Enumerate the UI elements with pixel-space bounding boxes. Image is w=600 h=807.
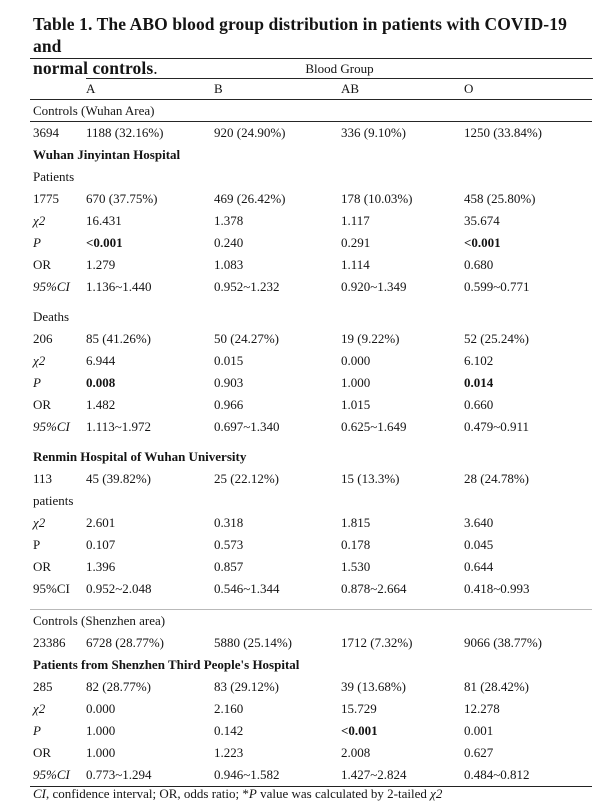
value-cell: <0.001 — [464, 235, 501, 250]
value-cell: 0.878~2.664 — [341, 581, 407, 596]
value-cell: <0.001 — [86, 235, 123, 250]
value-cell: 0.484~0.812 — [464, 767, 530, 782]
value-cell: 1.136~1.440 — [86, 279, 152, 294]
section-row — [30, 609, 592, 632]
row-label: OR — [33, 397, 52, 412]
value-cell: 0.015 — [214, 353, 244, 368]
table-row — [30, 210, 592, 232]
section-label: Controls (Shenzhen area) — [33, 613, 166, 628]
footnote-segment: CI — [33, 786, 46, 801]
value-cell: 0.045 — [464, 537, 494, 552]
section-gap — [30, 298, 592, 306]
value-cell: 0.952~1.232 — [214, 279, 280, 294]
value-cell: 1.482 — [86, 397, 116, 412]
section-gap — [30, 438, 592, 446]
value-cell: 45 (39.82%) — [86, 471, 151, 486]
column-header-ab: AB — [341, 81, 360, 96]
empty-header-cell — [30, 79, 86, 99]
value-cell: 0.479~0.911 — [464, 419, 530, 434]
table-row — [30, 328, 592, 350]
value-cell: 0.001 — [464, 723, 494, 738]
value-cell: 28 (24.78%) — [464, 471, 529, 486]
abo-distribution-table — [30, 58, 592, 787]
value-cell: 0.418~0.993 — [464, 581, 530, 596]
value-cell: 1.530 — [341, 559, 371, 574]
value-cell: 0.318 — [214, 515, 244, 530]
value-cell: 0.008 — [86, 375, 116, 390]
value-cell: 9066 (38.77%) — [464, 635, 542, 650]
value-cell: 19 (9.22%) — [341, 331, 400, 346]
value-cell: 0.142 — [214, 723, 244, 738]
row-label: 1775 — [33, 191, 59, 206]
table-row — [30, 512, 592, 534]
value-cell: 2.601 — [86, 515, 116, 530]
section-label: Patients from Shenzhen Third People's Hospital — [33, 657, 300, 672]
section-label: patients — [33, 493, 74, 508]
footnote-segment: χ2 — [430, 786, 443, 801]
table-row — [30, 188, 592, 210]
value-cell: 35.674 — [464, 213, 500, 228]
table-row — [30, 232, 592, 254]
row-label: 95%CI — [33, 767, 70, 782]
value-cell: 0.680 — [464, 257, 494, 272]
value-cell: 1.015 — [341, 397, 371, 412]
value-cell: 1.000 — [86, 723, 116, 738]
section-row — [30, 306, 592, 328]
value-cell: 0.903 — [214, 375, 244, 390]
table-row — [30, 556, 592, 578]
value-cell: 0.966 — [214, 397, 244, 412]
column-header-row — [30, 79, 592, 100]
value-cell: 1.223 — [214, 745, 244, 760]
value-cell: 16.431 — [86, 213, 122, 228]
value-cell: 0.240 — [214, 235, 244, 250]
value-cell: 0.644 — [464, 559, 494, 574]
value-cell: 2.160 — [214, 701, 244, 716]
section-label: Controls (Wuhan Area) — [33, 103, 155, 118]
row-label: 285 — [33, 679, 53, 694]
value-cell: 1.083 — [214, 257, 244, 272]
value-cell: 0.546~1.344 — [214, 581, 280, 596]
table-row — [30, 676, 592, 698]
table-row — [30, 534, 592, 556]
table-row — [30, 468, 592, 490]
value-cell: 1.117 — [341, 213, 370, 228]
row-label: χ2 — [33, 515, 46, 530]
footnote-segment: , confidence interval; OR, odds ratio; * — [46, 786, 249, 801]
value-cell: 0.952~2.048 — [86, 581, 152, 596]
value-cell: 0.178 — [341, 537, 371, 552]
row-label: 95%CI — [33, 419, 70, 434]
row-label: OR — [33, 559, 52, 574]
value-cell: 1188 (32.16%) — [86, 125, 164, 140]
value-cell: 920 (24.90%) — [214, 125, 286, 140]
value-cell: 85 (41.26%) — [86, 331, 151, 346]
value-cell: 6.102 — [464, 353, 494, 368]
column-header-b: B — [214, 81, 223, 96]
table-row — [30, 632, 592, 654]
table-row — [30, 372, 592, 394]
value-cell: 5880 (25.14%) — [214, 635, 292, 650]
row-label: 113 — [33, 471, 53, 486]
value-cell: 1.279 — [86, 257, 116, 272]
value-cell: 83 (29.12%) — [214, 679, 279, 694]
value-cell: 0.773~1.294 — [86, 767, 152, 782]
value-cell: 52 (25.24%) — [464, 331, 529, 346]
value-cell: 0.573 — [214, 537, 244, 552]
value-cell: 1.114 — [341, 257, 370, 272]
value-cell: 81 (28.42%) — [464, 679, 529, 694]
value-cell: 1.815 — [341, 515, 371, 530]
section-row — [30, 100, 592, 122]
value-cell: 1712 (7.32%) — [341, 635, 413, 650]
table-row — [30, 122, 592, 144]
section-row — [30, 166, 592, 188]
value-cell: 0.697~1.340 — [214, 419, 280, 434]
footnote-segment: value was calculated by 2-tailed — [256, 786, 431, 801]
empty-header-cell — [30, 59, 86, 79]
value-cell: 39 (13.68%) — [341, 679, 406, 694]
section-row — [30, 490, 592, 512]
value-cell: 15 (13.3%) — [341, 471, 400, 486]
value-cell: 3.640 — [464, 515, 494, 530]
value-cell: 6.944 — [86, 353, 116, 368]
footnote — [33, 786, 442, 802]
row-label: 95%CI — [33, 279, 70, 294]
value-cell: 670 (37.75%) — [86, 191, 158, 206]
table-body — [30, 100, 592, 786]
value-cell: 82 (28.77%) — [86, 679, 151, 694]
row-label: P — [33, 235, 41, 250]
value-cell: 0.946~1.582 — [214, 767, 280, 782]
table-row — [30, 394, 592, 416]
row-label: χ2 — [33, 701, 46, 716]
value-cell: 178 (10.03%) — [341, 191, 413, 206]
group-header-row — [30, 59, 592, 79]
value-cell: 50 (24.27%) — [214, 331, 279, 346]
value-cell: 1.113~1.972 — [86, 419, 152, 434]
section-label: Patients — [33, 169, 75, 184]
section-row — [30, 654, 592, 676]
column-header-o: O — [464, 81, 474, 96]
section-gap — [30, 600, 592, 609]
row-label: χ2 — [33, 213, 46, 228]
value-cell: 0.857 — [214, 559, 244, 574]
value-cell: 1.396 — [86, 559, 116, 574]
value-cell: 1.000 — [86, 745, 116, 760]
value-cell: 0.625~1.649 — [341, 419, 407, 434]
table-row — [30, 742, 592, 764]
value-cell: 15.729 — [341, 701, 377, 716]
table-row — [30, 578, 592, 600]
value-cell: 0.000 — [341, 353, 371, 368]
value-cell: 6728 (28.77%) — [86, 635, 164, 650]
value-cell: 2.008 — [341, 745, 371, 760]
table-row — [30, 350, 592, 372]
table-row — [30, 698, 592, 720]
value-cell: 0.627 — [464, 745, 494, 760]
value-cell: 1.378 — [214, 213, 244, 228]
section-label: Deaths — [33, 309, 70, 324]
row-label: 3694 — [33, 125, 59, 140]
row-label: χ2 — [33, 353, 46, 368]
section-label: Renmin Hospital of Wuhan University — [33, 449, 247, 464]
row-label: P — [33, 723, 41, 738]
footnote-segment: P — [248, 786, 257, 801]
value-cell: <0.001 — [341, 723, 378, 738]
value-cell: 0.660 — [464, 397, 494, 412]
value-cell: 0.920~1.349 — [341, 279, 407, 294]
group-header-cell: Blood Group — [86, 59, 593, 79]
value-cell: 0.599~0.771 — [464, 279, 530, 294]
row-label: P — [33, 537, 41, 552]
value-cell: 1.000 — [341, 375, 371, 390]
value-cell: 0.014 — [464, 375, 494, 390]
row-label: 23386 — [33, 635, 66, 650]
table-row — [30, 764, 592, 786]
row-label: OR — [33, 257, 52, 272]
value-cell: 0.107 — [86, 537, 116, 552]
table-title-line2: normal controls — [33, 58, 154, 78]
value-cell: 25 (22.12%) — [214, 471, 279, 486]
row-label: 95%CI — [33, 581, 70, 596]
table-title-line1: Table 1. The ABO blood group distribution in patients with COVID-19 and — [33, 14, 567, 56]
value-cell: 469 (26.42%) — [214, 191, 286, 206]
section-row — [30, 144, 592, 166]
section-row — [30, 446, 592, 468]
row-label: 206 — [33, 331, 53, 346]
row-label: OR — [33, 745, 52, 760]
table-row — [30, 416, 592, 438]
table-row — [30, 254, 592, 276]
value-cell: 0.000 — [86, 701, 116, 716]
row-label: P — [33, 375, 41, 390]
value-cell: 458 (25.80%) — [464, 191, 536, 206]
section-label: Wuhan Jinyintan Hospital — [33, 147, 181, 162]
value-cell: 1250 (33.84%) — [464, 125, 542, 140]
value-cell: 12.278 — [464, 701, 500, 716]
table-row — [30, 276, 592, 298]
value-cell: 336 (9.10%) — [341, 125, 406, 140]
table-title-period: . — [153, 58, 158, 78]
column-header-a: A — [86, 81, 96, 96]
value-cell: 1.427~2.824 — [341, 767, 407, 782]
value-cell: 0.291 — [341, 235, 371, 250]
table-row — [30, 720, 592, 742]
